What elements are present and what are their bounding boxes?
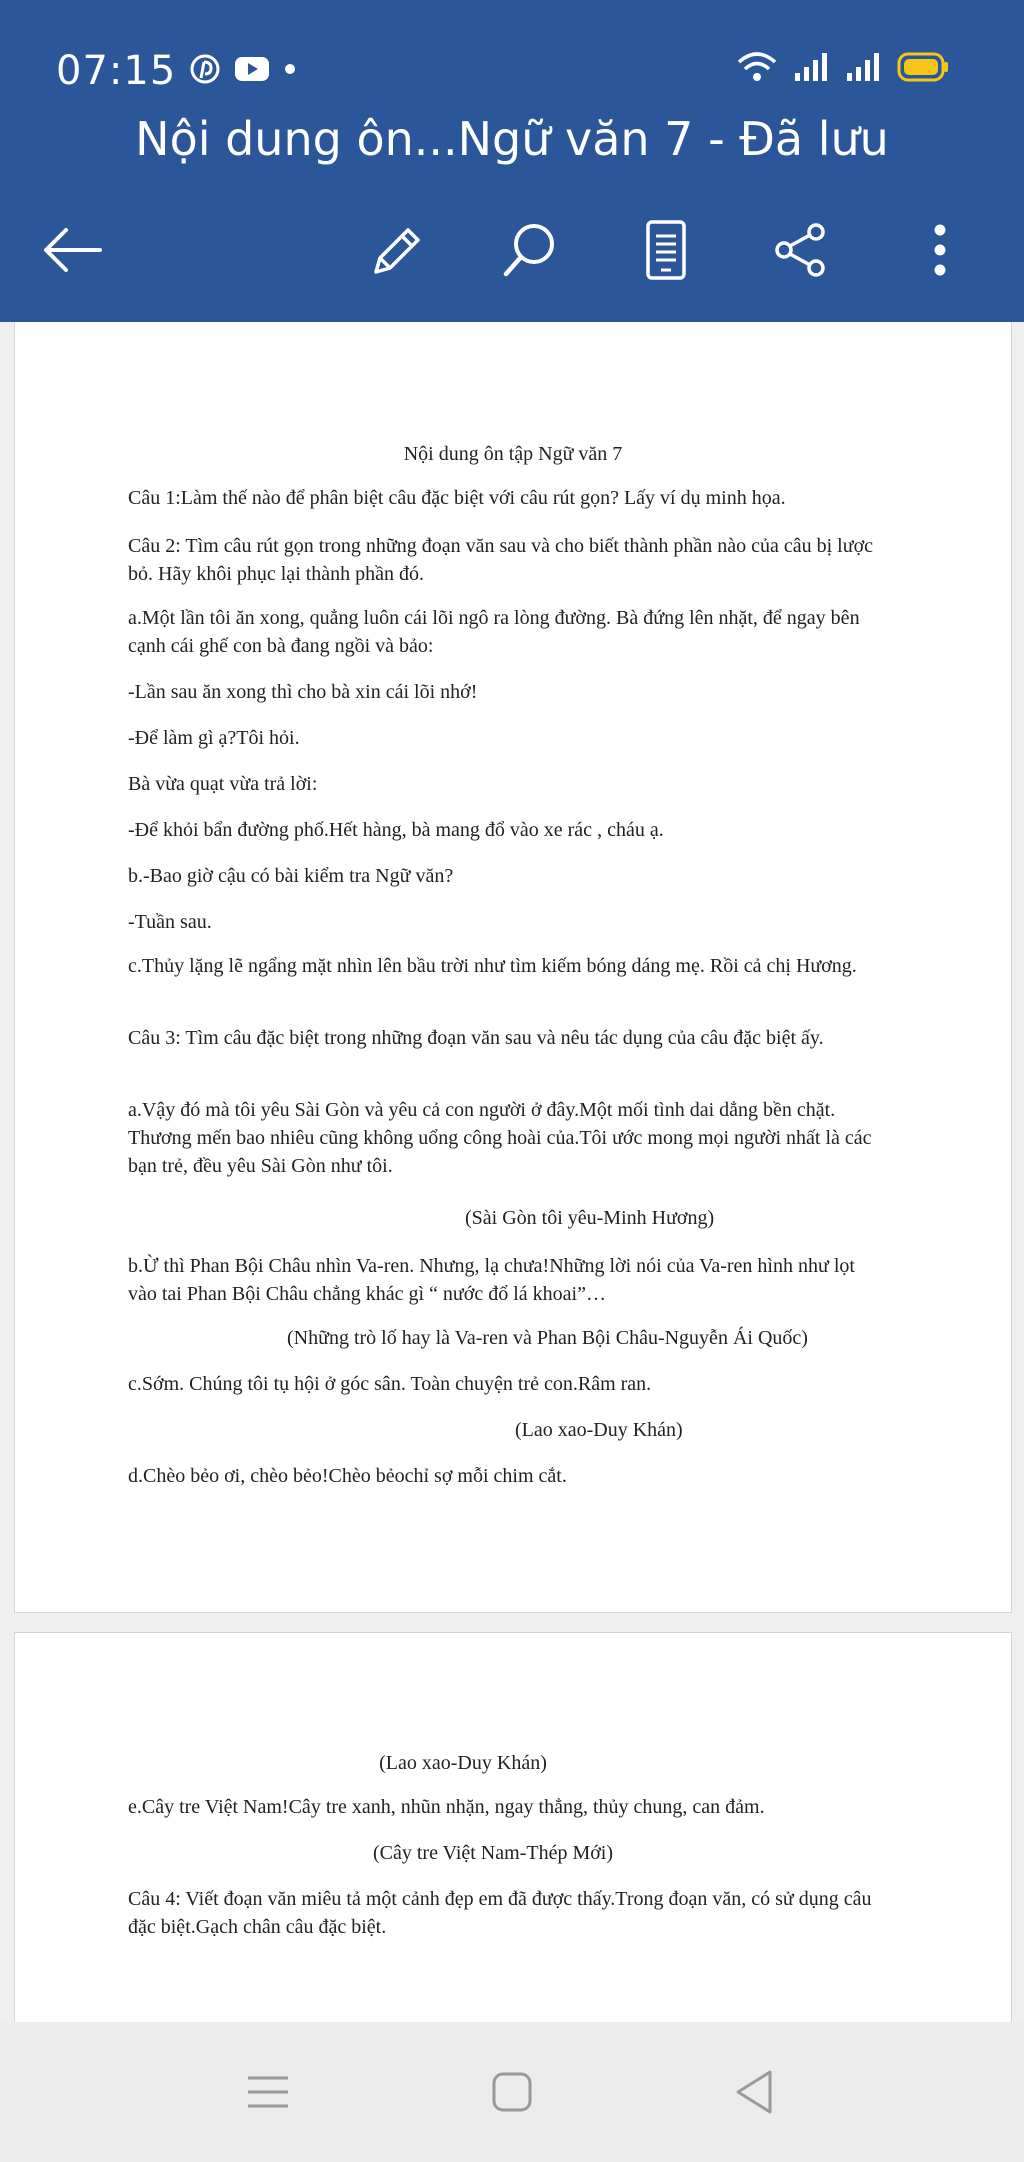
system-navigation-bar (0, 2022, 1024, 2162)
system-icons (735, 50, 949, 84)
reading-view-icon (641, 218, 691, 282)
q3-paragraph-b: b.Ừ thì Phan Bội Châu nhìn Va-ren. Nhưng, lạ chưa!Những lời nói của Va-ren hình như lọt vào tai Phan Bội Châu chẳng khác gì “ nước đổ lá khoai”… (128, 1255, 855, 1305)
q2-line: -Để làm gì ạ?Tôi hỏi. (128, 727, 300, 749)
recent-apps-button[interactable] (236, 2060, 300, 2124)
back-nav-button[interactable] (722, 2060, 786, 2124)
share-icon (770, 218, 834, 282)
source-citation: (Sài Gòn tôi yêu-Minh Hương) (465, 1207, 715, 1229)
q3-paragraph-a: a.Vậy đó mà tôi yêu Sài Gòn và yêu cả con người ở đây.Một mối tình dai dẳng bền chặt. Thương mến bao nhiêu cũng không uổng công hoài của.Tôi ước mong mọi người nhất là các bạn trẻ, đều yêu Sài Gòn như tôi. (128, 1099, 872, 1177)
source-citation: (Lao xao-Duy Khán) (515, 1419, 683, 1441)
q2-line: Bà vừa quạt vừa trả lời: (128, 773, 318, 795)
question-3: Câu 3: Tìm câu đặc biệt trong những đoạn văn sau và nêu tác dụng của câu đặc biệt ấy. (128, 1027, 824, 1049)
battery-icon (897, 52, 949, 82)
menu-icon (245, 2072, 291, 2112)
source-citation: (Cây tre Việt Nam-Thép Mới) (372, 1842, 614, 1864)
q2-line: -Tuần sau. (128, 911, 212, 933)
page-heading: Nội dung ôn tập Ngữ văn 7 (403, 443, 623, 465)
document-title: Nội dung ôn...Ngữ văn 7 - Đã lưu (135, 112, 889, 166)
document-page-2[interactable] (14, 1632, 1012, 2024)
signal-icon-2 (845, 51, 883, 83)
reading-view-button[interactable] (626, 210, 706, 290)
back-button[interactable] (32, 210, 112, 290)
question-4: Câu 4: Viết đoạn văn miêu tả một cảnh đẹp em đã được thấy.Trong đoạn văn, có sử dụng câu đặc biệt.Gạch chân câu đặc biệt. (128, 1888, 872, 1938)
pencil-icon (364, 218, 428, 282)
q3-paragraph-e: e.Cây tre Việt Nam!Cây tre xanh, nhũn nhặn, ngay thẳng, thủy chung, can đảm. (128, 1796, 765, 1818)
more-options-button[interactable] (900, 210, 980, 290)
q3-paragraph-d: d.Chèo bẻo ơi, chèo bẻo!Chèo bẻochỉ sợ mỗi chim cắt. (128, 1465, 567, 1487)
share-button[interactable] (762, 210, 842, 290)
q3-paragraph-c: c.Sớm. Chúng tôi tụ hội ở góc sân. Toàn chuyện trẻ con.Râm ran. (128, 1373, 652, 1395)
document-page-1[interactable] (14, 322, 1012, 1613)
arrow-left-icon (40, 225, 104, 275)
back-triangle-icon (732, 2068, 776, 2116)
wifi-icon (735, 50, 779, 84)
question-1: Câu 1:Làm thế nào để phân biệt câu đặc biệt với câu rút gọn? Lấy ví dụ minh họa. (128, 487, 786, 509)
edit-button[interactable] (356, 210, 436, 290)
home-button[interactable] (480, 2060, 544, 2124)
search-icon (498, 218, 562, 282)
pinterest-icon (190, 54, 220, 84)
more-vert-icon (930, 218, 950, 282)
app-bar (0, 0, 1024, 322)
source-citation: (Lao xao-Duy Khán) (379, 1752, 547, 1774)
source-citation: (Những trò lố hay là Va-ren và Phan Bội Châu-Nguyễn Ái Quốc) (287, 1327, 808, 1349)
dot-icon (284, 63, 296, 75)
q2-paragraph-a: a.Một lần tôi ăn xong, quẳng luôn cái lõi ngô ra lòng đường. Bà đứng lên nhặt, để ngay bên cạnh cái ghế con bà đang ngồi và bảo: (128, 607, 860, 657)
status-time: 07:15 (56, 48, 177, 94)
q2-paragraph-b: b.-Bao giờ cậu có bài kiểm tra Ngữ văn? (128, 865, 454, 887)
question-2: Câu 2: Tìm câu rút gọn trong những đoạn văn sau và cho biết thành phần nào của câu bị lược bỏ. Hãy khôi phục lại thành phần đó. (128, 535, 874, 585)
q2-line: -Lần sau ăn xong thì cho bà xin cái lõi nhớ! (128, 681, 478, 703)
q2-line: -Để khỏi bẩn đường phố.Hết hàng, bà mang đổ vào xe rác , cháu ạ. (128, 819, 664, 841)
signal-icon-1 (793, 51, 831, 83)
notification-icons (190, 54, 296, 84)
youtube-icon (234, 55, 270, 83)
search-button[interactable] (490, 210, 570, 290)
home-square-icon (490, 2070, 534, 2114)
q2-paragraph-c: c.Thủy lặng lẽ ngẩng mặt nhìn lên bầu trời như tìm kiếm bóng dáng mẹ. Rồi cả chị Hương. (128, 955, 857, 977)
